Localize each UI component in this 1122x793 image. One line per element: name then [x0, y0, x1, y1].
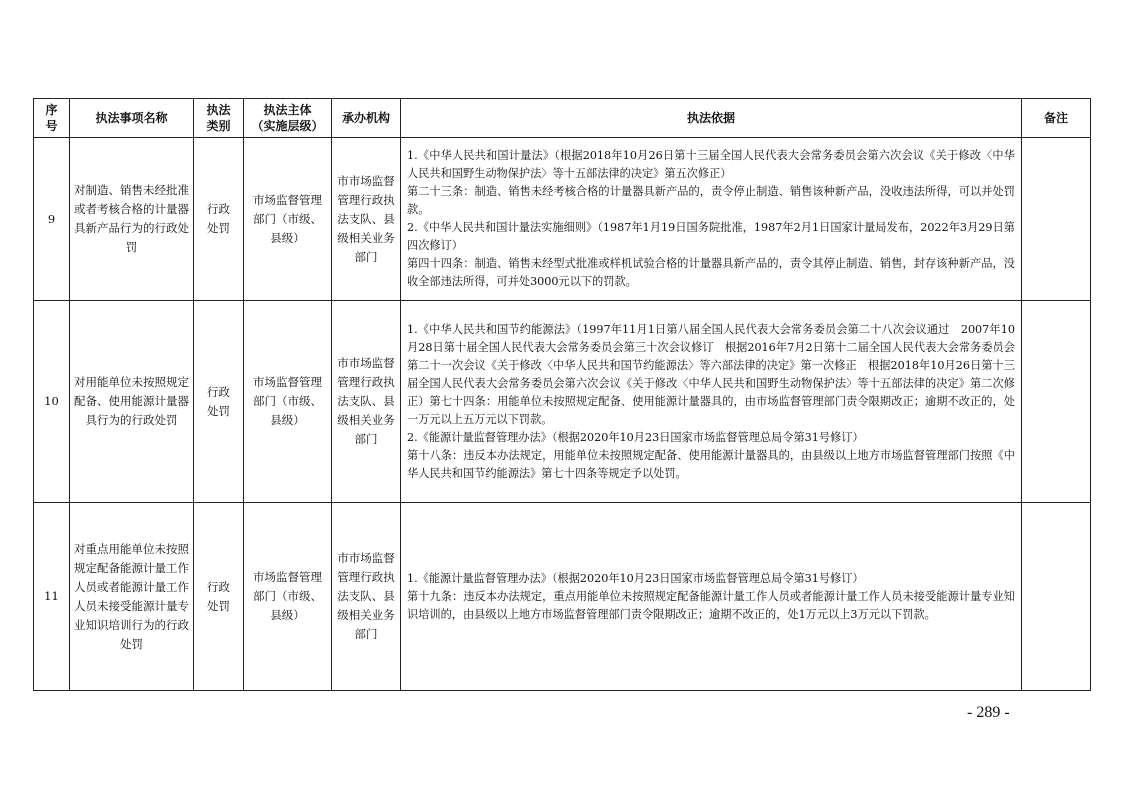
row-agency: 市市场监督管理行政执法支队、县级相关业务部门 [332, 301, 401, 503]
row-subject: 市场监督管理部门（市级、县级） [244, 301, 332, 503]
row-seq: 10 [34, 301, 70, 503]
row-agency: 市市场监督管理行政执法支队、县级相关业务部门 [332, 138, 401, 301]
row-category: 行政处罚 [194, 503, 244, 691]
row-note [1022, 503, 1091, 691]
basis-paragraph: 1.《能源计量监督管理办法》（根据2020年10月23日国家市场监督管理总局令第31号修订） [407, 571, 864, 585]
basis-paragraph: 1.《中华人民共和国节约能源法》（1997年11月1日第八届全国人民代表大会常务委员会第二十八次会议通过 2007年10月28日第十届全国人民代表大会常务委员会第三十次会议修订 根据2016年7月2日第十二届全国人民代表大会常务委员会第二十一次会议《关于修改〈中华人民共和国节约能源法〉等六部法律的决定》第一次修正 根据2018年10月26日第十三届全国人民代表大会常务委员会第六次会议《关于修改〈中华人民共和国野生动物保护法〉等十五部法律的决定》第二次修正）第七十四条：用能单位未按照规定配备、使用能源计量器具的，由市场监督管理部门责令限期改正；逾期不改正的，处一万元以上五万元以下罚款。 [407, 322, 1015, 426]
page-number: - 289 - [967, 704, 1010, 721]
basis-paragraph: 第十八条：违反本办法规定，用能单位未按照规定配备、使用能源计量器具的，由县级以上地方市场监督管理部门按照《中华人民共和国节约能源法》第七十四条等规定予以处罚。 [407, 448, 1015, 480]
basis-paragraph: 第二十三条：制造、销售未经考核合格的计量器具新产品的，责令停止制造、销售该种新产品，没收违法所得，可以并处罚款。 [407, 185, 1015, 216]
basis-paragraph: 1.《中华人民共和国计量法》（根据2018年10月26日第十三届全国人民代表大会常务委员会第六次会议《关于修改〈中华人民共和国野生动物保护法〉等十五部法律的决定》第五次修正） [407, 149, 1015, 180]
row-subject: 市场监督管理部门（市级、县级） [244, 503, 332, 691]
table-row [34, 138, 1091, 301]
basis-paragraph: 2.《能源计量监督管理办法》（根据2020年10月23日国家市场监督管理总局令第31号修订） [407, 430, 864, 444]
row-agency: 市市场监督管理行政执法支队、县级相关业务部门 [332, 503, 401, 691]
row-name: 对制造、销售未经批准或者考核合格的计量器具新产品行为的行政处罚 [70, 138, 194, 301]
law-enforcement-table [33, 98, 1091, 691]
row-note [1022, 138, 1091, 301]
header-basis: 执法依据 [401, 99, 1022, 138]
header-agency: 承办机构 [332, 99, 401, 138]
header-seq: 序 号 [34, 99, 70, 138]
row-category: 行政处罚 [194, 138, 244, 301]
basis-paragraph: 第十九条：违反本办法规定，重点用能单位未按照规定配备能源计量工作人员或者能源计量工作人员未接受能源计量专业知识培训的，由县级以上地方市场监督管理部门责令限期改正；逾期不改正的，处1万元以上3万元以下罚款。 [407, 589, 1015, 621]
header-subject: 执法主体 （实施层级） [244, 99, 332, 138]
table-row [34, 301, 1091, 503]
row-subject: 市场监督管理部门（市级、县级） [244, 138, 332, 301]
header-note: 备注 [1022, 99, 1091, 138]
row-seq: 9 [34, 138, 70, 301]
basis-paragraph: 第四十四条：制造、销售未经型式批准或样机试验合格的计量器具新产品的，责令其停止制造、销售，封存该种新产品，没收全部违法所得，可并处3000元以下的罚款。 [407, 257, 1015, 288]
row-name: 对重点用能单位未按照规定配备能源计量工作人员或者能源计量工作人员未接受能源计量专业知识培训行为的行政处罚 [70, 503, 194, 691]
header-category: 执法 类别 [194, 99, 244, 138]
basis-paragraph: 2.《中华人民共和国计量法实施细则》（1987年1月19日国务院批准，1987年2月1日国家计量局发布，2022年3月29日第四次修订） [407, 221, 1015, 252]
row-note [1022, 301, 1091, 503]
row-seq: 11 [34, 503, 70, 691]
row-category: 行政处罚 [194, 301, 244, 503]
table-header-row [34, 99, 1091, 138]
row-basis [401, 503, 1022, 691]
row-basis [401, 138, 1022, 301]
row-basis [401, 301, 1022, 503]
row-name: 对用能单位未按照规定配备、使用能源计量器具行为的行政处罚 [70, 301, 194, 503]
table-row [34, 503, 1091, 691]
header-name: 执法事项名称 [70, 99, 194, 138]
